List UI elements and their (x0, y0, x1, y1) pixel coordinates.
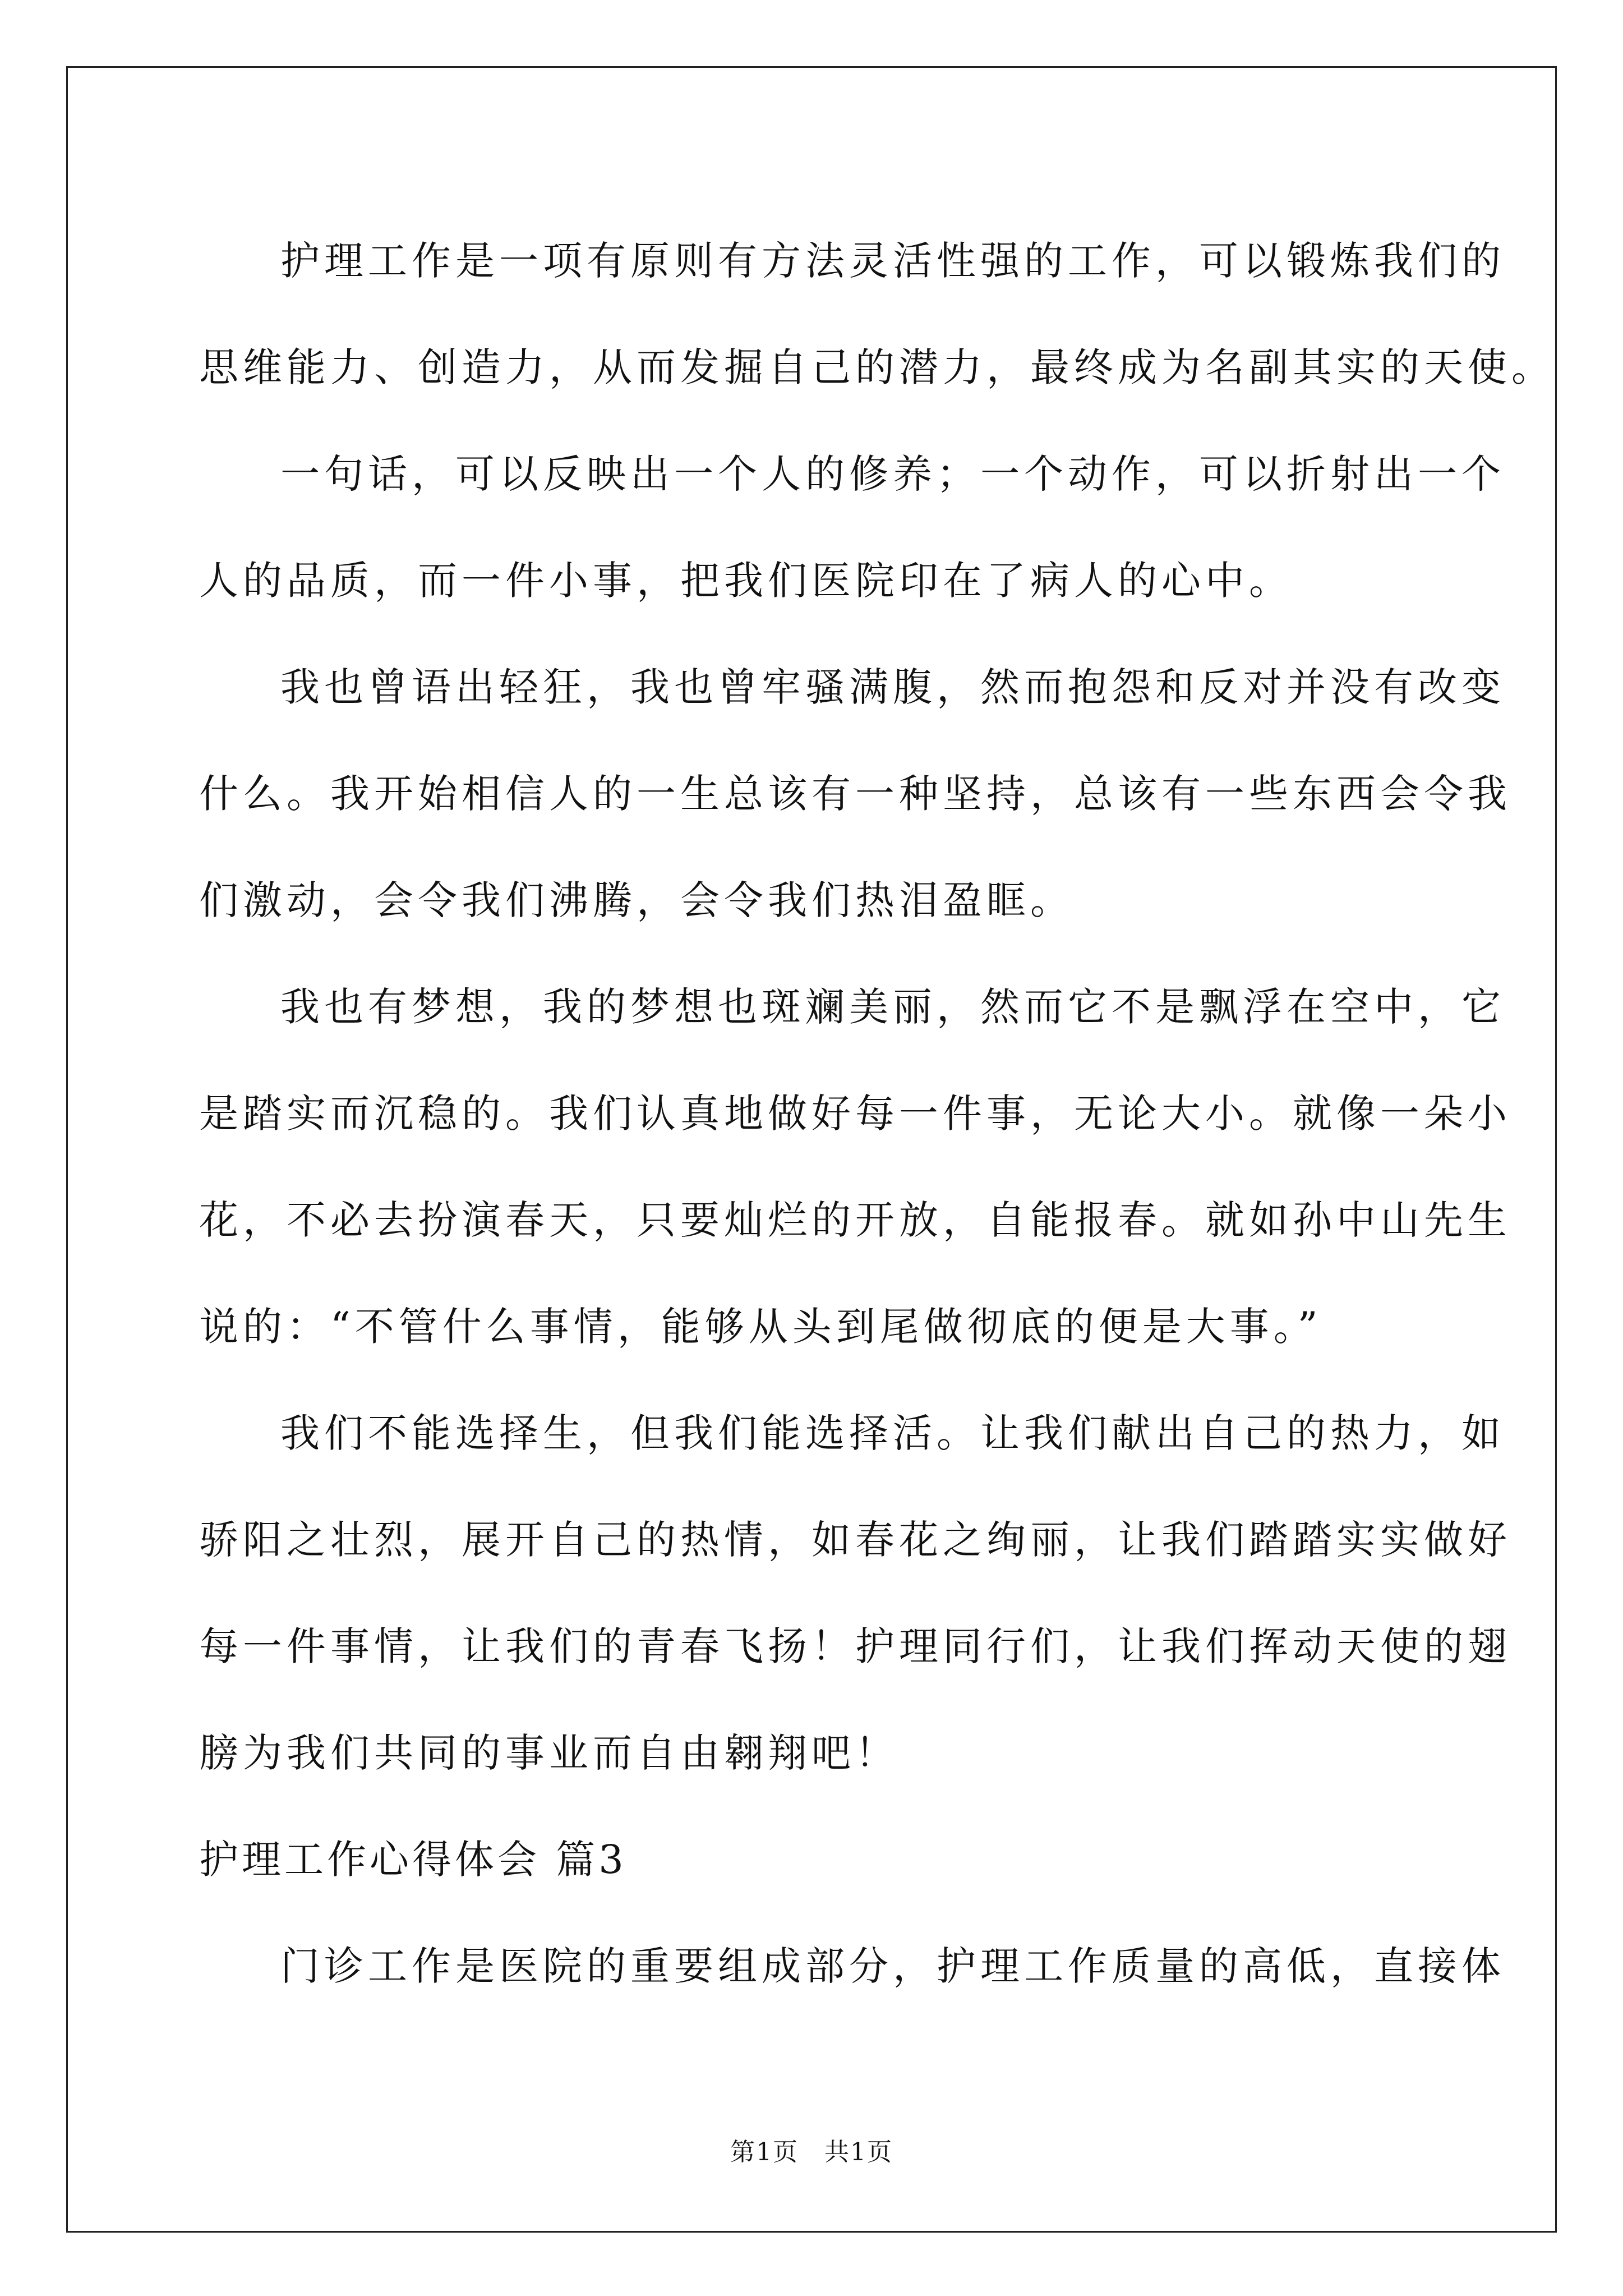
paragraph-line: 思维能力、创造力，从而发掘自己的潜力，最终成为名副其实的天使。 (199, 344, 1555, 390)
paragraph-line: 说的：“不管什么事情，能够从头到尾做彻底的便是大事。” (199, 1304, 1322, 1350)
paragraph-line: 我也曾语出轻狂，我也曾牢骚满腹，然而抱怨和反对并没有改变 (280, 664, 1505, 710)
paragraph-line: 骄阳之壮烈，展开自己的热情，如春花之绚丽，让我们踏踏实实做好 (199, 1517, 1511, 1563)
paragraph-line: 我们不能选择生，但我们能选择活。让我们献出自己的热力，如 (280, 1410, 1505, 1456)
paragraph-line: 膀为我们共同的事业而自由翱翔吧！ (199, 1730, 899, 1776)
section-heading: 护理工作心得体会 篇3 (199, 1837, 627, 1883)
document-body (199, 208, 1555, 2019)
paragraph-line: 什么。我开始相信人的一生总该有一种坚持，总该有一些东西会令我 (199, 771, 1511, 817)
paragraph-line: 护理工作是一项有原则有方法灵活性强的工作，可以锻炼我们的 (280, 238, 1505, 284)
paragraph-line: 们激动，会令我们沸腾，会令我们热泪盈眶。 (199, 877, 1074, 923)
paragraph-line: 花，不必去扮演春天，只要灿烂的开放，自能报春。就如孙中山先生 (199, 1197, 1511, 1243)
page-footer: 第1页 共1页 (730, 2138, 893, 2166)
paragraph-line: 人的品质，而一件小事，把我们医院印在了病人的心中。 (199, 558, 1293, 604)
paragraph-line: 我也有梦想，我的梦想也斑斓美丽，然而它不是飘浮在空中，它 (280, 984, 1505, 1030)
paragraph-line: 一句话，可以反映出一个人的修养；一个动作，可以折射出一个 (280, 451, 1505, 497)
paragraph-line: 是踏实而沉稳的。我们认真地做好每一件事，无论大小。就像一朵小 (199, 1091, 1511, 1137)
paragraph-line: 门诊工作是医院的重要组成部分，护理工作质量的高低，直接体 (280, 1943, 1505, 1989)
paragraph-line: 每一件事情，让我们的青春飞扬！护理同行们，让我们挥动天使的翅 (199, 1623, 1511, 1669)
